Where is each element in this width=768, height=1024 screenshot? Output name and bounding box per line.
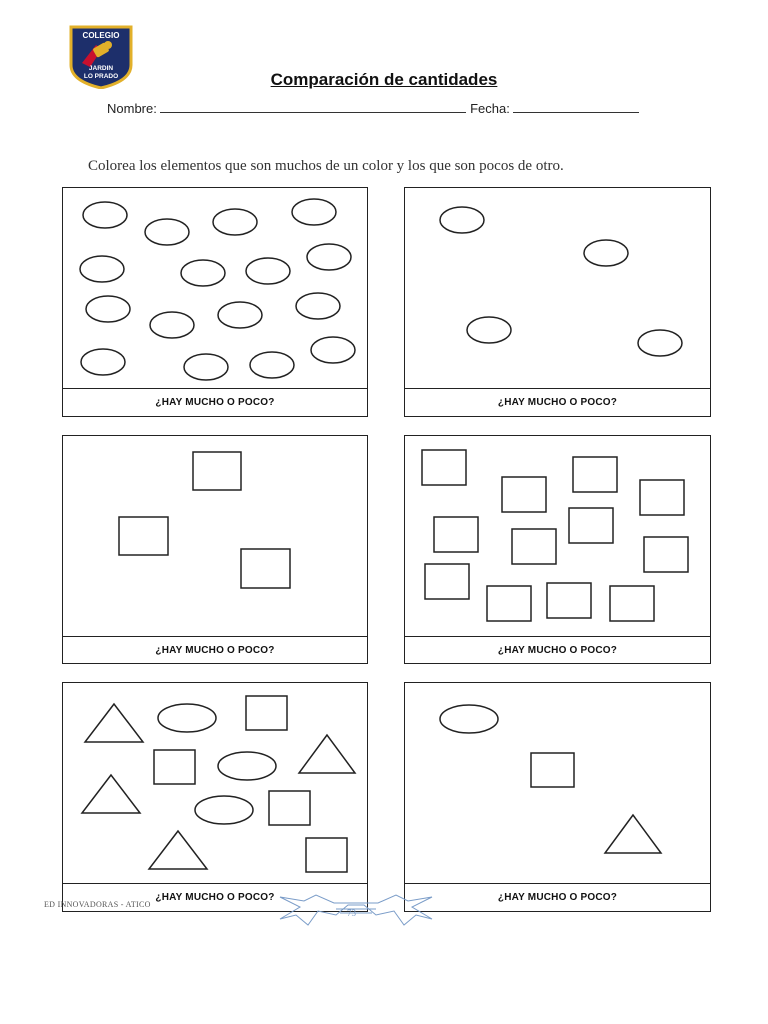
square-shape [640, 480, 684, 515]
oval-shape [218, 752, 276, 780]
square-shape [119, 517, 168, 555]
circle-shape [145, 219, 189, 245]
exercise-5-box [62, 682, 368, 885]
square-shape [422, 450, 466, 485]
exercise-3-box [62, 435, 368, 638]
square-shape [512, 529, 556, 564]
svg-text:JARDIN: JARDIN [88, 65, 114, 72]
circle-shape [181, 260, 225, 286]
oval-shape [440, 705, 498, 733]
triangle-shape [149, 831, 207, 869]
circle-shape [86, 296, 130, 322]
circle-shape [467, 317, 511, 343]
circle-shape [246, 258, 290, 284]
triangle-shape [82, 775, 140, 813]
name-field[interactable] [160, 101, 466, 113]
square-shape [531, 753, 574, 787]
square-shape [610, 586, 654, 621]
square-shape [644, 537, 688, 572]
square-shape [425, 564, 469, 599]
square-shape [434, 517, 478, 552]
exercise-6-shapes [405, 683, 712, 886]
exercise-1-caption: ¿HAY MUCHO O POCO? [62, 388, 368, 417]
name-label: Nombre: [107, 101, 157, 116]
exercise-2-shapes [405, 188, 712, 391]
logo-top-text: COLEGIO [82, 31, 120, 40]
date-field[interactable] [513, 101, 639, 113]
exercise-2-box [404, 187, 711, 390]
circle-shape [296, 293, 340, 319]
page-title: Comparación de cantidades [270, 70, 498, 89]
exercise-4-shapes [405, 436, 712, 639]
triangle-shape [605, 815, 661, 853]
name-date-line [107, 101, 639, 116]
square-shape [547, 583, 591, 618]
svg-text:LO PRADO: LO PRADO [83, 73, 119, 80]
circle-shape [250, 352, 294, 378]
square-shape [573, 457, 617, 492]
circle-shape [150, 312, 194, 338]
oval-shape [195, 796, 253, 824]
circle-shape [311, 337, 355, 363]
circle-shape [83, 202, 127, 228]
circle-shape [184, 354, 228, 380]
circle-shape [307, 244, 351, 270]
instruction-text: Colorea los elementos que son muchos de un color y los que son pocos de otro. [88, 158, 564, 174]
square-shape [502, 477, 546, 512]
square-shape [193, 452, 241, 490]
circle-shape [81, 349, 125, 375]
page-number: 73 [347, 908, 356, 918]
exercise-5-shapes [63, 683, 369, 886]
exercise-3-shapes [63, 436, 369, 639]
circle-shape [292, 199, 336, 225]
circle-shape [213, 209, 257, 235]
exercise-6-caption: ¿HAY MUCHO O POCO? [404, 883, 711, 912]
triangle-shape [85, 704, 143, 742]
exercise-5-caption: ¿HAY MUCHO O POCO? [62, 883, 368, 912]
circle-shape [218, 302, 262, 328]
exercise-4-box [404, 435, 711, 638]
date-label: Fecha: [470, 101, 510, 116]
footer-publisher: ED INNOVADORAS - ATICO [44, 900, 151, 909]
square-shape [246, 696, 287, 730]
exercise-3-caption: ¿HAY MUCHO O POCO? [62, 636, 368, 664]
exercise-4-caption: ¿HAY MUCHO O POCO? [404, 636, 711, 664]
circle-shape [440, 207, 484, 233]
exercise-6-box [404, 682, 711, 885]
circle-shape [80, 256, 124, 282]
footer-ornament [278, 893, 434, 929]
circle-shape [638, 330, 682, 356]
square-shape [569, 508, 613, 543]
square-shape [241, 549, 290, 588]
square-shape [487, 586, 531, 621]
circle-shape [584, 240, 628, 266]
exercise-2-caption: ¿HAY MUCHO O POCO? [404, 388, 711, 417]
square-shape [306, 838, 347, 872]
triangle-shape [299, 735, 355, 773]
square-shape [154, 750, 195, 784]
exercise-1-box [62, 187, 368, 390]
square-shape [269, 791, 310, 825]
oval-shape [158, 704, 216, 732]
exercise-1-shapes [63, 188, 369, 391]
